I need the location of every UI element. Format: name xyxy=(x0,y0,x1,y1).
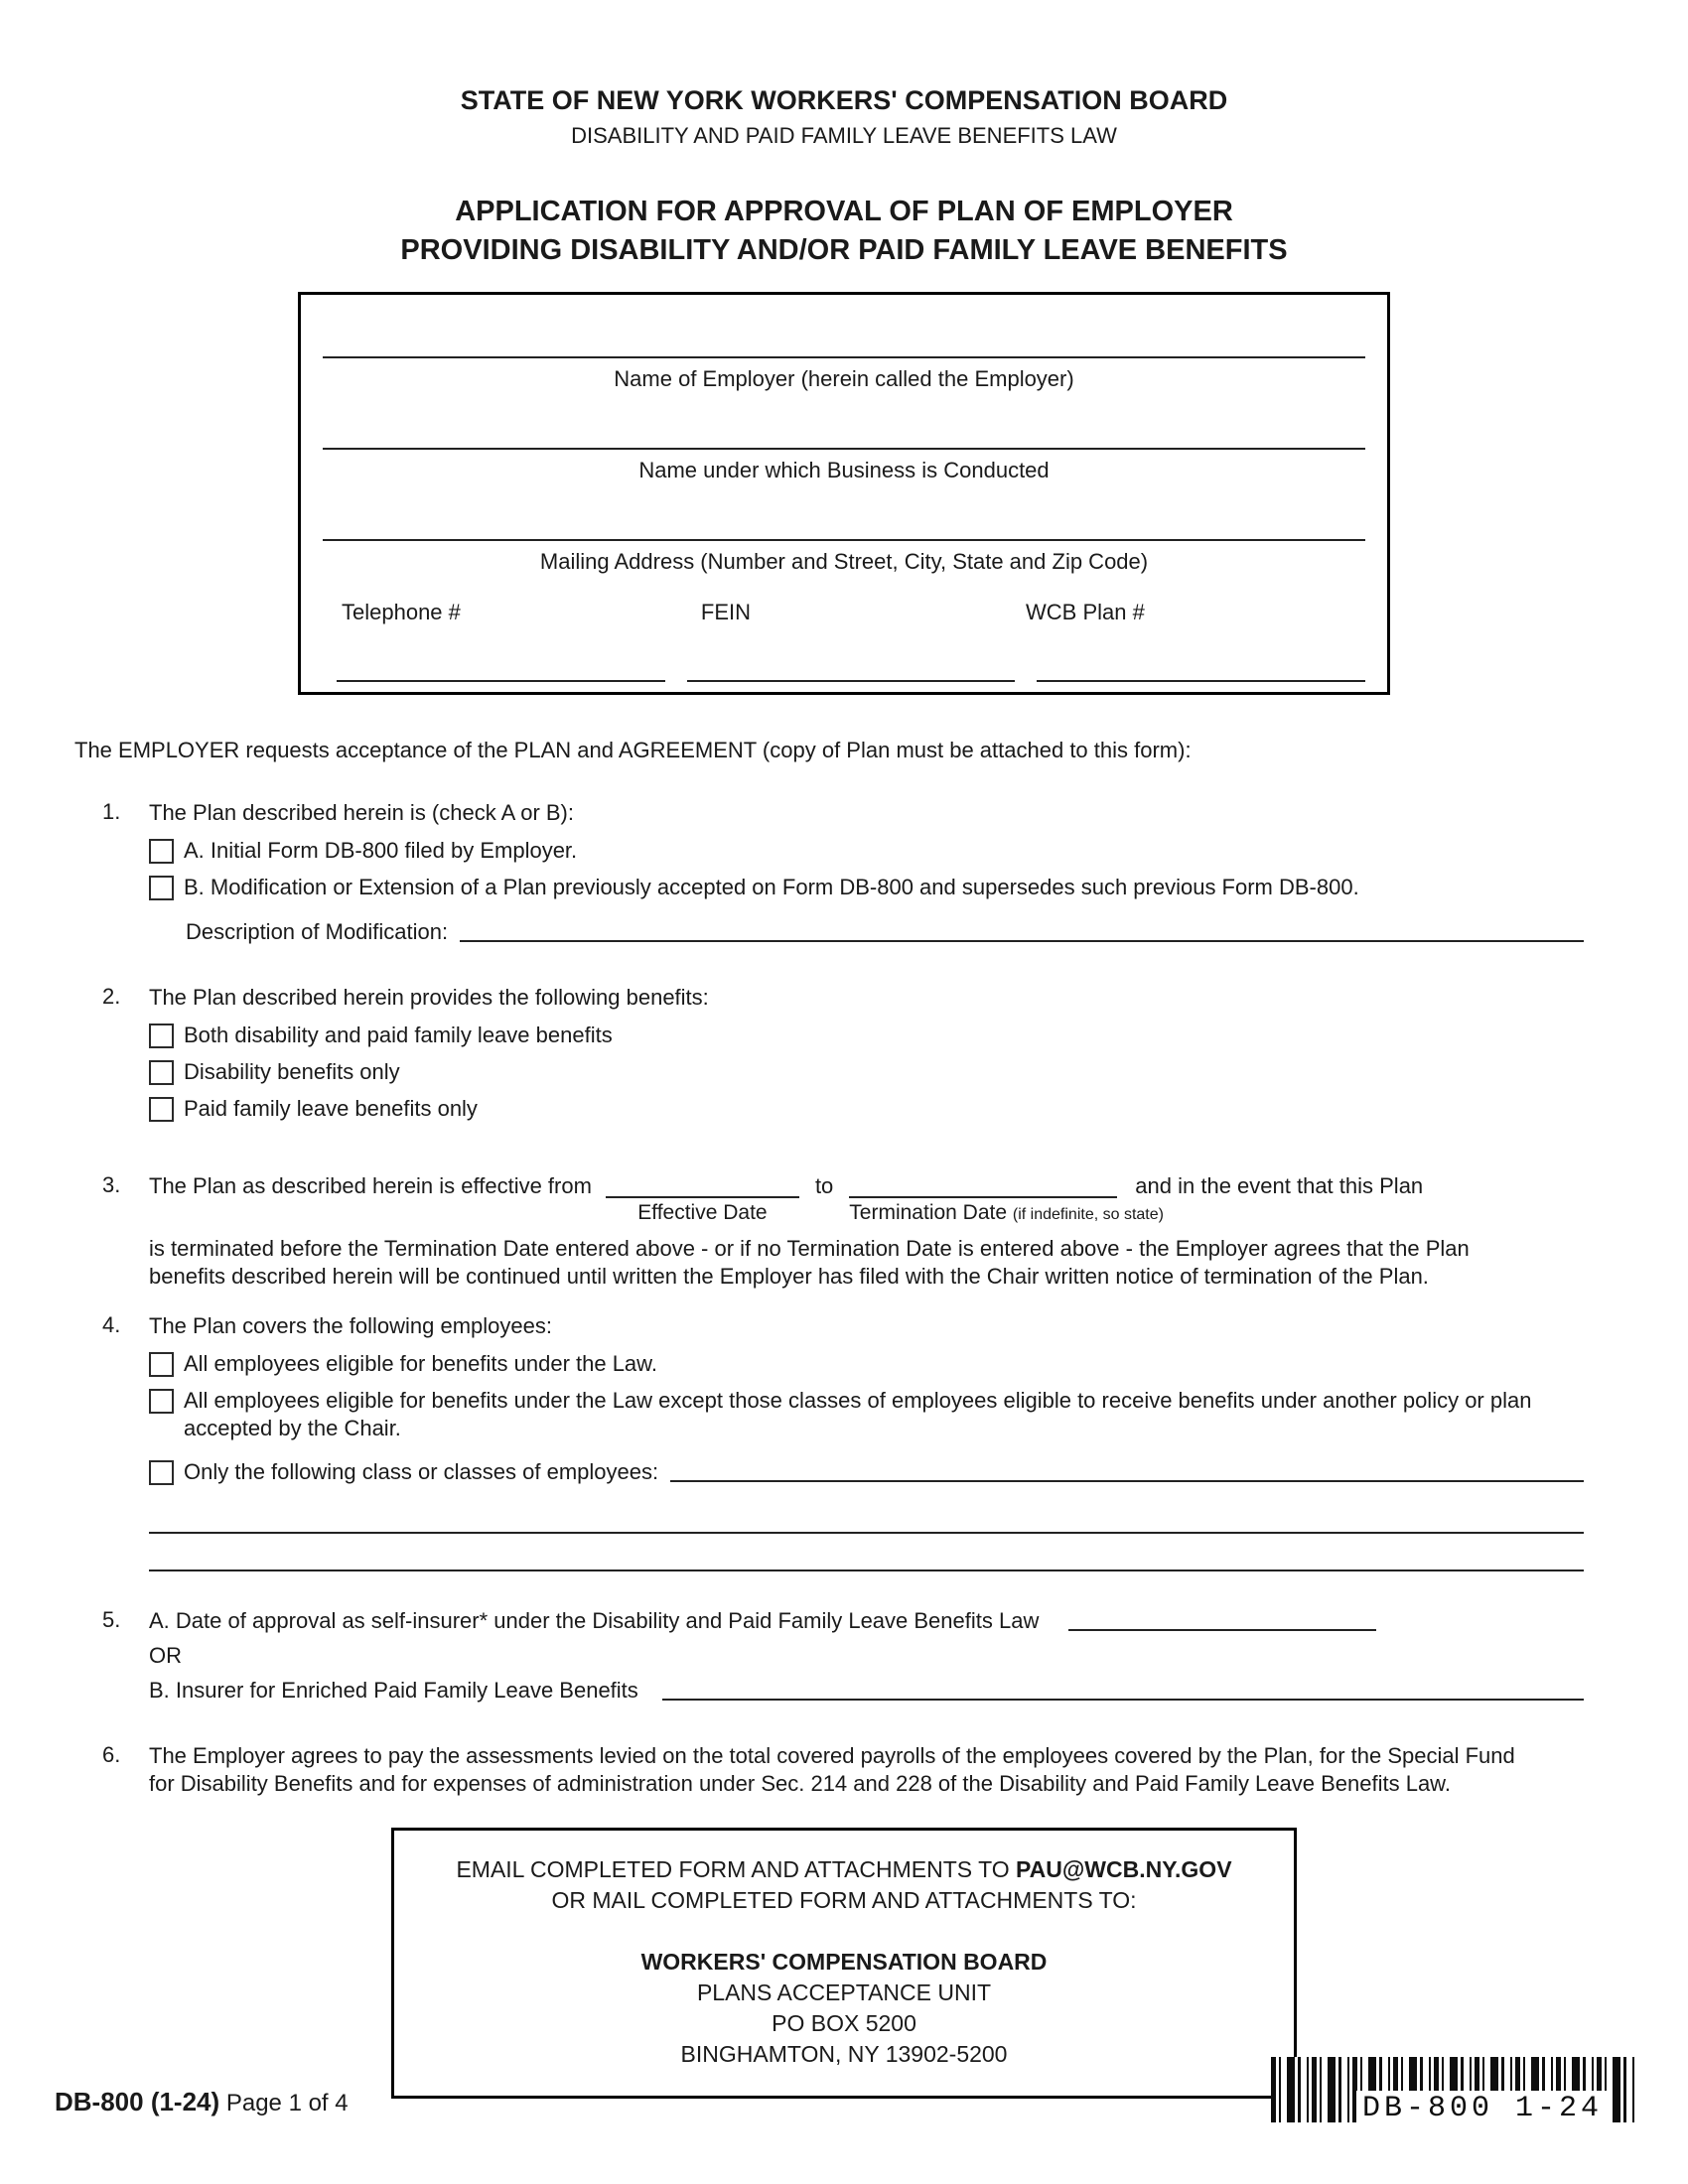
form-title xyxy=(0,193,1688,270)
option-label: Both disability and paid family leave benefits xyxy=(184,1023,613,1048)
checkbox-both-benefits[interactable] xyxy=(149,1024,174,1048)
item-2 xyxy=(102,984,1534,1123)
wcb-plan-label: WCB Plan # xyxy=(1026,600,1145,625)
checkbox-pfl-only[interactable] xyxy=(149,1097,174,1122)
fein-line[interactable] xyxy=(687,680,1016,682)
option-label: All employees eligible for benefits under the Law. xyxy=(184,1351,657,1377)
recipient-po-box: PO BOX 5200 xyxy=(772,2010,916,2037)
checkbox-all-except-classes[interactable] xyxy=(149,1389,174,1414)
item-6 xyxy=(102,1742,1534,1798)
to-word: to xyxy=(814,1173,834,1199)
item-3 xyxy=(102,1172,1534,1291)
modification-description-line[interactable] xyxy=(460,940,1584,942)
employee-classes-line-3[interactable] xyxy=(149,1570,1584,1571)
self-insurer-date-line[interactable] xyxy=(1068,1629,1376,1631)
telephone-line[interactable] xyxy=(337,680,665,682)
mail-instruction-line: OR MAIL COMPLETED FORM AND ATTACHMENTS TO: xyxy=(551,1887,1137,1914)
employer-name-line[interactable] xyxy=(323,356,1365,358)
termination-date-block xyxy=(849,1172,1164,1227)
option-label: Only the following class or classes of employees: xyxy=(184,1459,659,1485)
contact-lines-row xyxy=(323,680,1365,682)
enriched-pfl-row xyxy=(149,1677,1534,1705)
email-instruction-line: EMAIL COMPLETED FORM AND ATTACHMENTS TO PAU@WCB.NY.GOV xyxy=(456,1856,1232,1883)
item-4 xyxy=(102,1312,1534,1571)
item-3-text-before: The Plan as described herein is effective from xyxy=(149,1173,592,1199)
item-6-number: 6. xyxy=(102,1742,121,1768)
termination-date-note: (if indefinite, so state) xyxy=(1012,1206,1164,1224)
only-classes-row xyxy=(184,1458,1584,1486)
recipient-unit: PLANS ACCEPTANCE UNIT xyxy=(696,1979,992,2006)
item-1 xyxy=(102,799,1534,946)
fein-label: FEIN xyxy=(700,600,752,625)
submission-instructions-box xyxy=(391,1828,1297,2099)
option-label: Paid family leave benefits only xyxy=(184,1096,478,1122)
form-number: DB-800 (1-24) xyxy=(55,2087,220,2116)
checkbox-only-classes[interactable] xyxy=(149,1460,174,1485)
mailing-address-line[interactable] xyxy=(323,539,1365,541)
email-address: PAU@WCB.NY.GOV xyxy=(1016,1856,1232,1883)
employer-info-box xyxy=(298,292,1390,695)
item-3-number: 3. xyxy=(102,1172,121,1198)
option-row xyxy=(149,1095,1534,1123)
option-label: A. Initial Form DB-800 filed by Employer. xyxy=(184,838,578,864)
option-label: Disability benefits only xyxy=(184,1059,400,1085)
termination-date-label: Termination Date (if indefinite, so state) xyxy=(849,1201,1164,1225)
termination-date-line[interactable] xyxy=(849,1172,1117,1198)
modification-description-label: Description of Modification: xyxy=(186,919,449,945)
option-row xyxy=(149,1022,1534,1049)
checkbox-all-employees[interactable] xyxy=(149,1352,174,1377)
item-5-option-b: B. Insurer for Enriched Paid Family Leave Benefits xyxy=(149,1678,638,1704)
effective-dates-row xyxy=(149,1172,1534,1227)
business-name-label: Name under which Business is Conducted xyxy=(638,458,1050,483)
form-title-line2: PROVIDING DISABILITY AND/OR PAID FAMILY LEAVE BENEFITS xyxy=(400,234,1288,267)
checkbox-plan-a[interactable] xyxy=(149,839,174,864)
item-3-text-after: and in the event that this Plan xyxy=(1135,1173,1424,1199)
modification-description-row xyxy=(186,918,1584,946)
item-4-heading: The Plan covers the following employees: xyxy=(149,1313,552,1339)
intro-paragraph: The EMPLOYER requests acceptance of the PLAN and AGREEMENT (copy of Plan must be attached to this form): xyxy=(74,738,1192,763)
item-1-number: 1. xyxy=(102,799,121,825)
barcode xyxy=(1271,2057,1634,2125)
option-row xyxy=(149,1458,1534,1486)
employee-classes-line-2[interactable] xyxy=(149,1532,1584,1534)
telephone-label: Telephone # xyxy=(342,600,461,625)
option-label: B. Modification or Extension of a Plan previously accepted on Form DB-800 and supersedes such previous Form DB-800. xyxy=(184,875,1359,900)
item-1-heading: The Plan described herein is (check A or B): xyxy=(149,800,574,826)
mailing-address-block xyxy=(404,1947,1284,2070)
option-row xyxy=(149,1387,1534,1442)
law-subtitle: DISABILITY AND PAID FAMILY LEAVE BENEFITS LAW xyxy=(571,123,1117,148)
business-name-line[interactable] xyxy=(323,448,1365,450)
item-6-text: The Employer agrees to pay the assessments levied on the total covered payrolls of the employees covered by the Plan, for the Special Fund for Disability Benefits and for expenses of administration under Sec. 214 and 228 of the Disability and Paid Family Leave Benefits Law. xyxy=(149,1743,1515,1797)
option-row xyxy=(149,874,1534,901)
effective-date-line[interactable] xyxy=(606,1172,799,1198)
item-4-number: 4. xyxy=(102,1312,121,1338)
or-word: OR xyxy=(149,1643,182,1669)
effective-date-label: Effective Date xyxy=(637,1201,768,1225)
page-info: Page 1 of 4 xyxy=(225,2090,349,2116)
item-3-continuation: is terminated before the Termination Date entered above - or if no Termination Date is entered above - the Employer agrees that the Plan benefits described herein will be continued until written the Employer has filed with the Chair written notice of termination of the Plan. xyxy=(149,1236,1470,1290)
item-5-option-a: A. Date of approval as self-insurer* under the Disability and Paid Family Leave Benefits Law xyxy=(149,1608,1040,1634)
recipient-name: WORKERS' COMPENSATION BOARD xyxy=(640,1949,1048,1976)
employer-name-label: Name of Employer (herein called the Employer) xyxy=(614,366,1074,392)
item-2-number: 2. xyxy=(102,984,121,1010)
employee-classes-line[interactable] xyxy=(670,1480,1584,1482)
self-insurer-row xyxy=(149,1607,1534,1635)
agency-title: STATE OF NEW YORK WORKERS' COMPENSATION BOARD xyxy=(460,85,1228,115)
effective-date-block xyxy=(606,1172,799,1225)
mailing-address-label: Mailing Address (Number and Street, City, State and Zip Code) xyxy=(539,549,1149,575)
footer xyxy=(55,2087,349,2117)
option-row xyxy=(149,837,1534,865)
item-5-number: 5. xyxy=(102,1607,121,1633)
checkbox-plan-b[interactable] xyxy=(149,876,174,900)
option-row xyxy=(149,1058,1534,1086)
barcode-text: DB-800 1-24 xyxy=(1356,2091,1609,2126)
wcb-plan-line[interactable] xyxy=(1037,680,1365,682)
item-5 xyxy=(102,1607,1534,1705)
form-header xyxy=(0,0,1688,270)
option-label: All employees eligible for benefits under the Law except those classes of employees eligible to receive benefits under another policy or plan accepted by the Chair. xyxy=(184,1388,1532,1441)
item-2-heading: The Plan described herein provides the following benefits: xyxy=(149,985,709,1011)
recipient-city-state-zip: BINGHAMTON, NY 13902-5200 xyxy=(680,2041,1008,2068)
option-row xyxy=(149,1350,1534,1378)
contact-labels-row xyxy=(323,600,1365,625)
checkbox-disability-only[interactable] xyxy=(149,1060,174,1085)
enriched-pfl-insurer-line[interactable] xyxy=(662,1699,1584,1701)
form-title-line1: APPLICATION FOR APPROVAL OF PLAN OF EMPLOYER xyxy=(455,196,1233,227)
